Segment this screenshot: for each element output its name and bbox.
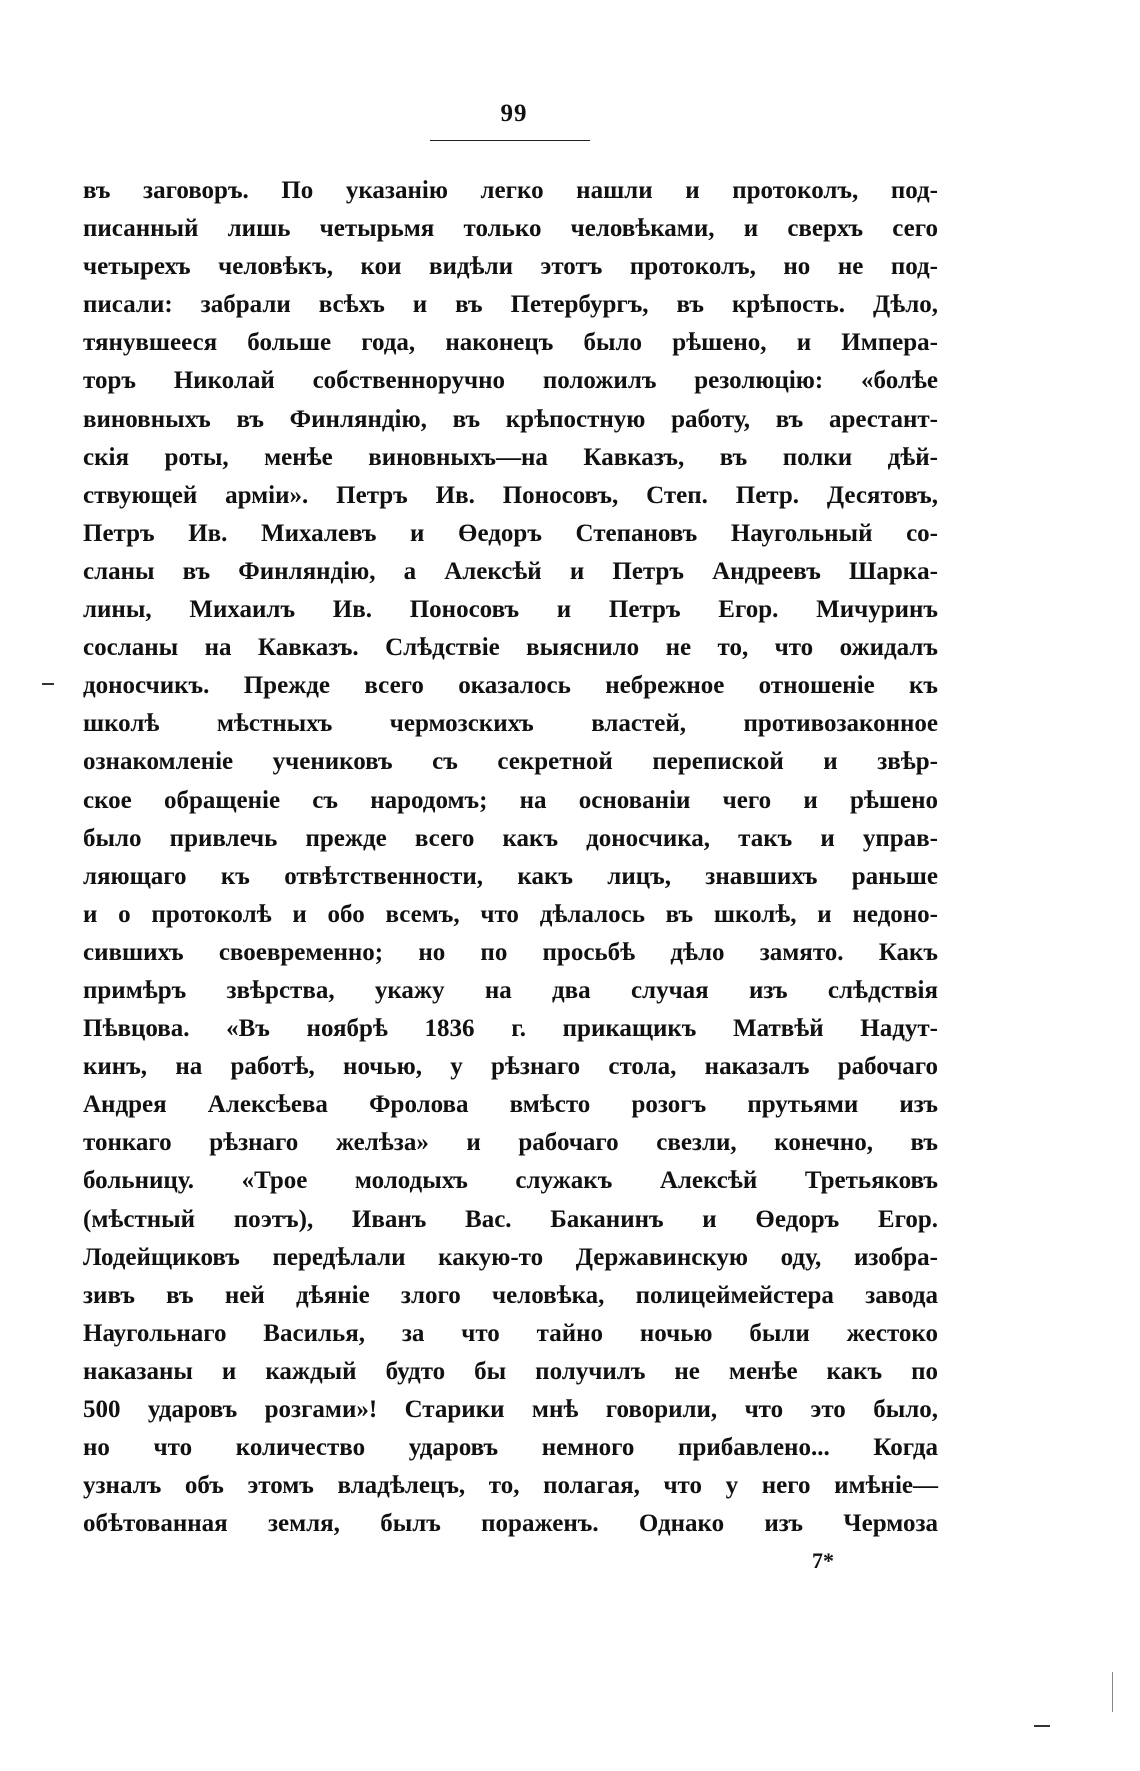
text-line: узналъ объ этомъ владѣлецъ, то, полагая, что у него имѣніе— — [83, 1472, 938, 1500]
text-line: наказаны и каждый будто бы получилъ не менѣе какъ по — [83, 1357, 938, 1385]
text-line: ское обращеніе съ народомъ; на основаніи чего и рѣшено — [83, 786, 938, 814]
text-line: виновныхъ въ Финляндію, въ крѣпостную работу, въ арестант- — [83, 405, 938, 433]
text-line: сланы въ Финляндію, а Алексѣй и Петръ Андреевъ Шаркa- — [83, 557, 938, 585]
text-line: обѣтованная земля, былъ пораженъ. Однако изъ Чермоза — [83, 1510, 938, 1538]
text-line: зивъ въ ней дѣяніе злого человѣка, полицеймейстера завода — [83, 1281, 938, 1309]
text-block — [83, 172, 938, 1543]
text-line: тонкаго рѣзнаго желѣза» и рабочаго свезли, конечно, въ — [83, 1129, 938, 1157]
text-line: но что количество ударовъ немного прибавлено... Когда — [83, 1434, 938, 1462]
text-line: 500 ударовъ розгами»! Старики мнѣ говорили, что это было, — [83, 1396, 938, 1423]
text-line: и о протоколѣ и обо всемъ, что дѣлалось въ школѣ, и недоно- — [83, 900, 938, 928]
text-line: было привлечь прежде всего какъ доносчика, такъ и управ- — [83, 824, 938, 852]
text-line: ляющаго къ отвѣтственности, какъ лицъ, знавшихъ раньше — [83, 862, 938, 890]
text-line: писанный лишь четырьмя только человѣками, и сверхъ сего — [83, 215, 938, 243]
margin-mark — [42, 683, 54, 685]
signature-mark: 7* — [812, 1548, 834, 1573]
text-line: ознакомленіе учениковъ съ секретной перепиской и звѣр- — [83, 748, 938, 776]
text-line: въ заговоръ. По указанію легко нашли и протоколъ, под- — [83, 177, 938, 204]
bottom-mark — [1034, 1725, 1050, 1727]
text-line: скія роты, менѣе виновныхъ—на Кавказъ, въ полки дѣй- — [83, 443, 938, 471]
text-line: школѣ мѣстныхъ чермозскихъ властей, противозаконное — [83, 710, 938, 738]
text-line: сившихъ своевременно; но по просьбѣ дѣло замято. Какъ — [83, 938, 938, 966]
text-line: лины, Михаилъ Ив. Поносовъ и Петръ Егор. Мичуринъ — [83, 596, 938, 624]
text-line: Петръ Ив. Михалевъ и Өедоръ Степановъ Наугольный со- — [83, 519, 938, 547]
text-line: Наугольнаго Василья, за что тайно ночью были жестоко — [83, 1319, 938, 1347]
text-line: четырехъ человѣкъ, кои видѣли этотъ протоколъ, но не под- — [83, 253, 938, 281]
text-line: (мѣстный поэтъ), Иванъ Вас. Баканинъ и Өедоръ Егор. — [83, 1205, 938, 1233]
text-line: Андрея Алексѣева Фролова вмѣсто розогъ прутьями изъ — [83, 1091, 938, 1119]
text-line: больницу. «Трое молодыхъ служакъ Алексѣй Третьяковъ — [83, 1167, 938, 1195]
text-line: писали: забрали всѣхъ и въ Петербургъ, въ крѣпость. Дѣло, — [83, 291, 938, 319]
text-line: тянувшееся больше года, наконецъ было рѣшено, и Импера- — [83, 329, 938, 357]
text-line: Лодейщиковъ передѣлали какую-то Державинскую оду, изобра- — [83, 1243, 938, 1271]
text-line: кинъ, на работѣ, ночью, у рѣзнаго стола, наказалъ рабочаго — [83, 1053, 938, 1081]
bottom-tick — [1112, 1672, 1113, 1712]
text-line: ствующей арміи». Петръ Ив. Поносовъ, Степ. Петр. Десятовъ, — [83, 481, 938, 509]
text-line: Пѣвцова. «Въ ноябрѣ 1836 г. прикащикъ Матвѣй Надут- — [83, 1015, 938, 1043]
text-line: торъ Николай собственноручно положилъ резолюцію: «болѣе — [83, 367, 938, 395]
header-rule — [430, 140, 590, 141]
text-line: доносчикъ. Прежде всего оказалось небрежное отношеніе къ — [83, 672, 938, 700]
text-line: примѣръ звѣрства, укажу на два случая изъ слѣдствія — [83, 976, 938, 1004]
text-line: сосланы на Кавказъ. Слѣдствіе выяснило не то, что ожидалъ — [83, 634, 938, 662]
page-number: 99 — [500, 100, 528, 127]
